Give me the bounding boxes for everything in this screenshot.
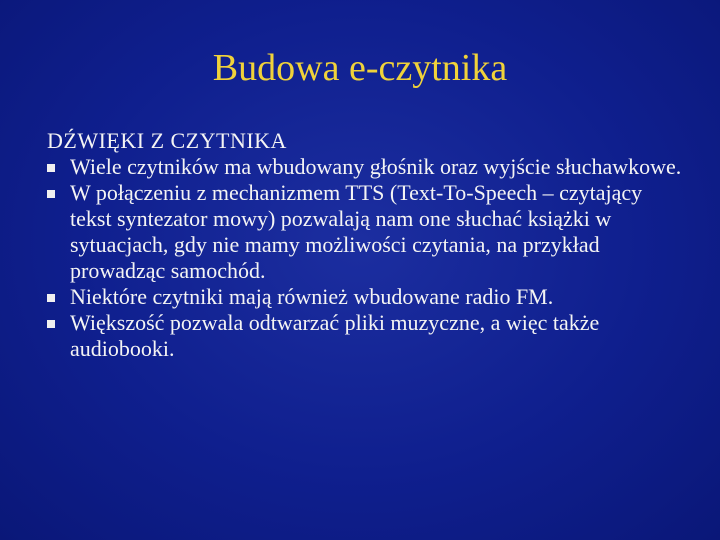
square-bullet-icon [47, 164, 55, 172]
list-item [47, 310, 687, 362]
list-item-text: Niektóre czytniki mają również wbudowane radio FM. [70, 284, 554, 309]
list-item-text: W połączeniu z mechanizmem TTS (Text-To-Speech – czytający tekst syntezator mowy) pozwalają nam one słuchać książki w sytuacjach, gdy nie mamy możliwości czytania, na przykład prowadząc samochód. [70, 180, 643, 283]
square-bullet-icon [47, 190, 55, 198]
slide-title: Budowa e-czytnika [212, 47, 508, 89]
square-bullet-icon [47, 320, 55, 328]
square-bullet-icon [47, 294, 55, 302]
list-item [47, 154, 687, 180]
list-item [47, 284, 687, 310]
bullet-list [47, 154, 687, 362]
slide-content [47, 128, 687, 362]
list-item [47, 180, 687, 284]
list-item-text: Większość pozwala odtwarzać pliki muzyczne, a więc także audiobooki. [70, 310, 600, 361]
list-item-text: Wiele czytników ma wbudowany głośnik oraz wyjście słuchawkowe. [70, 154, 682, 179]
section-heading: DŹWIĘKI Z CZYTNIKA [47, 128, 287, 153]
